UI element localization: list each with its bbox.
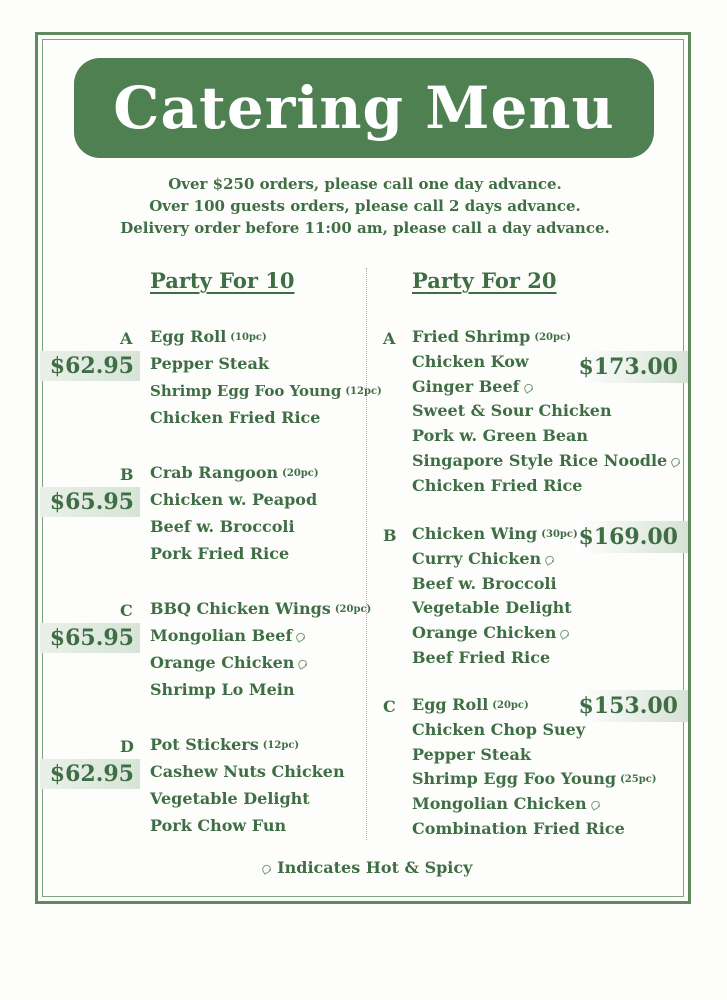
menu-item-quantity: (20pc) xyxy=(334,604,372,615)
title-banner xyxy=(74,58,654,158)
menu-item xyxy=(412,819,625,839)
menu-item xyxy=(150,490,317,510)
menu-item-name: Chicken w. Peapod xyxy=(150,490,318,509)
pepper-icon xyxy=(296,631,306,641)
pepper-icon xyxy=(591,799,601,809)
menu-item xyxy=(412,377,534,397)
notice-line: Over $250 orders, please call one day advance. xyxy=(168,175,562,193)
package-price: $62.95 xyxy=(40,759,140,789)
menu-item-name: Beef w. Broccoli xyxy=(150,517,295,536)
package-price: $153.00 xyxy=(576,690,688,722)
menu-item xyxy=(150,653,308,673)
menu-item-name: Beef Fried Rice xyxy=(412,648,551,667)
notice-line: Over 100 guests orders, please call 2 days advance. xyxy=(149,197,581,215)
menu-item-quantity: (20pc) xyxy=(534,332,571,343)
menu-item xyxy=(412,648,550,668)
package-price: $62.95 xyxy=(40,351,140,381)
menu-item xyxy=(412,426,588,446)
menu-item-name: Pork Chow Fun xyxy=(150,816,287,835)
menu-item-name: Ginger Beef xyxy=(412,376,520,396)
menu-item xyxy=(150,463,319,484)
package-letter: B xyxy=(383,526,397,545)
menu-item-name: Chicken Fried Rice xyxy=(412,475,583,495)
menu-item xyxy=(412,451,681,471)
menu-item xyxy=(412,327,571,348)
menu-item xyxy=(150,762,345,782)
menu-item-quantity: (12pc) xyxy=(262,740,300,751)
menu-item xyxy=(412,720,585,740)
menu-item-name: Orange Chicken xyxy=(150,653,295,672)
menu-item-name: Sweet & Sour Chicken xyxy=(412,401,612,421)
package-letter: A xyxy=(120,329,133,348)
menu-item-name: Cashew Nuts Chicken xyxy=(150,762,345,781)
menu-item xyxy=(150,517,295,537)
menu-item xyxy=(412,769,657,790)
pepper-icon xyxy=(524,382,534,392)
pepper-icon xyxy=(671,456,681,466)
menu-item-quantity: (20pc) xyxy=(282,468,319,479)
menu-item-name: Orange Chicken xyxy=(412,623,557,643)
menu-item-name: Crab Rangoon xyxy=(150,463,279,482)
menu-item-name: Singapore Style Rice Noodle xyxy=(412,451,668,470)
menu-item-name: Mongolian Beef xyxy=(150,626,293,645)
menu-item xyxy=(412,574,557,594)
column-divider xyxy=(366,268,367,840)
menu-item xyxy=(412,352,529,372)
menu-item-quantity: (10pc) xyxy=(230,332,267,343)
menu-item-name: Shrimp Egg Foo Young xyxy=(412,769,617,789)
pepper-icon xyxy=(298,658,308,668)
menu-item-name: Fried Shrimp xyxy=(412,327,531,346)
menu-item-name: Shrimp Lo Mein xyxy=(150,680,295,699)
party-10-heading: Party For 10 xyxy=(150,268,295,293)
menu-item-name: Curry Chicken xyxy=(412,548,542,568)
menu-item xyxy=(150,816,286,836)
menu-item-name: Pepper Steak xyxy=(412,744,531,764)
menu-item-name: Pork w. Green Bean xyxy=(412,426,589,446)
menu-item xyxy=(412,401,612,421)
menu-item xyxy=(412,524,578,545)
menu-item-name: Pepper Steak xyxy=(150,354,269,373)
pepper-icon xyxy=(560,628,570,638)
package-price: $65.95 xyxy=(40,487,140,517)
menu-item-quantity: (25pc) xyxy=(620,774,657,786)
package-price: $65.95 xyxy=(40,623,140,653)
menu-item-name: Chicken Chop Suey xyxy=(412,719,586,739)
menu-item xyxy=(150,680,294,700)
package-letter: C xyxy=(120,601,133,620)
menu-item-name: Vegetable Delight xyxy=(412,598,572,618)
menu-item-name: Pot Stickers xyxy=(150,735,259,754)
menu-item-name: Chicken Fried Rice xyxy=(150,408,321,427)
menu-item-name: Beef w. Broccoli xyxy=(412,573,557,593)
package-price: $173.00 xyxy=(576,351,688,383)
menu-item-name: Mongolian Chicken xyxy=(412,794,587,814)
menu-item-name: Chicken Kow xyxy=(412,351,529,371)
menu-item-name: Shrimp Egg Foo Young xyxy=(150,382,342,400)
menu-item-name: Egg Roll xyxy=(150,327,227,346)
menu-item xyxy=(412,623,570,643)
menu-item xyxy=(412,598,572,618)
menu-item-name: BBQ Chicken Wings xyxy=(150,599,331,618)
pepper-icon xyxy=(262,863,272,873)
page-title: Catering Menu xyxy=(113,74,615,142)
menu-item xyxy=(412,794,601,814)
menu-item-name: Vegetable Delight xyxy=(150,789,310,808)
pepper-icon xyxy=(545,554,555,564)
package-letter: B xyxy=(120,465,134,484)
menu-item xyxy=(150,626,306,646)
menu-item-name: Egg Roll xyxy=(412,695,489,714)
menu-item xyxy=(412,476,582,496)
menu-item xyxy=(150,327,267,348)
menu-item-quantity: (20pc) xyxy=(492,700,529,711)
menu-item xyxy=(412,745,531,765)
party-20-heading: Party For 20 xyxy=(412,268,557,293)
spicy-legend-label: Indicates Hot & Spicy xyxy=(277,858,473,877)
package-letter: A xyxy=(383,329,396,348)
menu-item-name: Pork Fried Rice xyxy=(150,544,290,563)
menu-item xyxy=(150,789,310,809)
menu-item xyxy=(150,381,382,402)
menu-item-quantity: (12pc) xyxy=(345,386,382,397)
notice-line: Delivery order before 11:00 am, please call a day advance. xyxy=(120,219,610,237)
menu-item xyxy=(412,695,529,716)
menu-item-quantity: (30pc) xyxy=(541,529,578,540)
package-price: $169.00 xyxy=(576,521,688,553)
menu-item xyxy=(150,735,299,756)
menu-item-name: Combination Fried Rice xyxy=(412,819,625,838)
menu-item xyxy=(150,544,289,564)
package-letter: C xyxy=(383,697,396,716)
spicy-legend xyxy=(40,858,690,877)
menu-item xyxy=(412,549,555,569)
menu-item xyxy=(150,408,320,428)
menu-item xyxy=(150,599,371,620)
package-letter: D xyxy=(120,737,134,756)
order-notices xyxy=(40,173,690,239)
menu-item xyxy=(150,354,269,374)
menu-item-name: Chicken Wing xyxy=(412,524,538,543)
